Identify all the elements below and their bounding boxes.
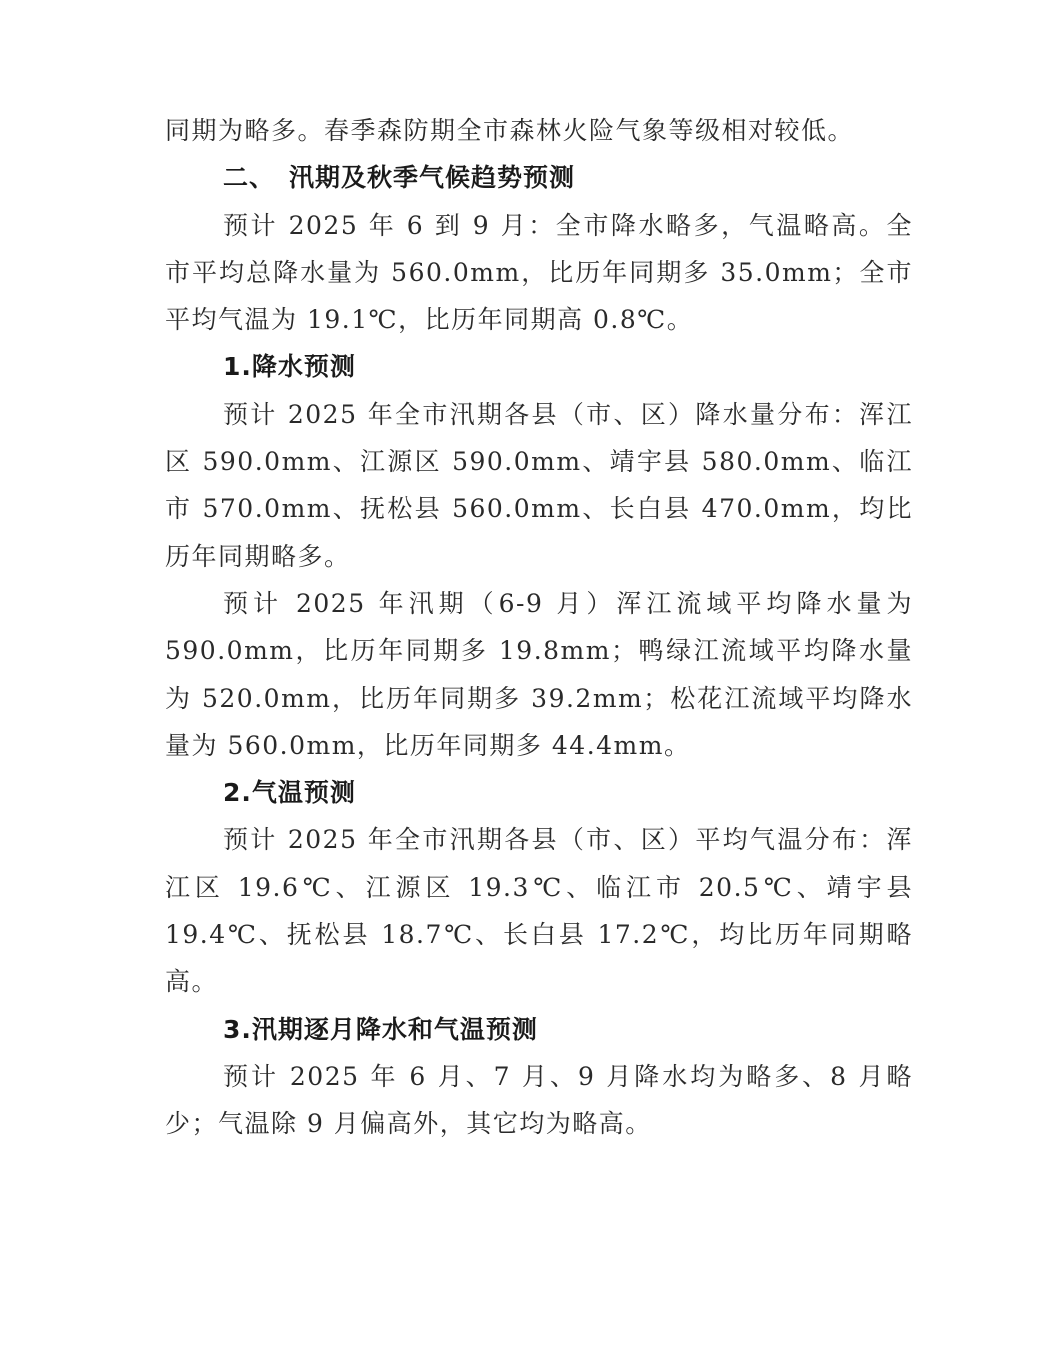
section-two-summary-paragraph: 预计 2025 年 6 到 9 月：全市降水略多，气温略高。全市平均总降水量为 560.0mm，比历年同期多 35.0mm；全市平均气温为 19.1℃，比历年同期高 0.8℃。	[165, 210, 913, 335]
precipitation-basin-paragraph: 预计 2025 年汛期（6-9 月）浑江流域平均降水量为 590.0mm，比历年同期多 19.8mm；鸭绿江流域平均降水量为 520.0mm，比历年同期多 39.2mm；松花江流域平均降水量为 560.0mm，比历年同期多 44.4mm。	[165, 588, 913, 760]
temperature-county-paragraph: 预计 2025 年全市汛期各县（市、区）平均气温分布：浑江区 19.6℃、江源区 19.3℃、临江市 20.5℃、靖宇县 19.4℃、抚松县 18.7℃、长白县 17.2℃，均比历年同期略高。	[165, 825, 913, 997]
temperature-heading: 2.气温预测	[223, 778, 356, 808]
continuation-paragraph: 同期为略多。春季森防期全市森林火险气象等级相对较低。	[165, 116, 855, 145]
monthly-heading: 3.汛期逐月降水和气温预测	[223, 1014, 538, 1044]
section-two-number: 二、	[223, 163, 276, 193]
precipitation-heading: 1.降水预测	[223, 352, 356, 382]
section-two-heading	[165, 154, 913, 201]
document-body	[165, 107, 913, 1148]
precipitation-county-paragraph: 预计 2025 年全市汛期各县（市、区）降水量分布：浑江区 590.0mm、江源区 590.0mm、靖宇县 580.0mm、临江市 570.0mm、抚松县 560.0mm、长白县 470.0mm，均比历年同期略多。	[165, 399, 913, 571]
section-two-title: 汛期及秋季气候趋势预测	[289, 163, 576, 193]
monthly-forecast-paragraph: 预计 2025 年 6 月、7 月、9 月降水均为略多、8 月略少；气温除 9 月偏高外，其它均为略高。	[165, 1061, 913, 1139]
